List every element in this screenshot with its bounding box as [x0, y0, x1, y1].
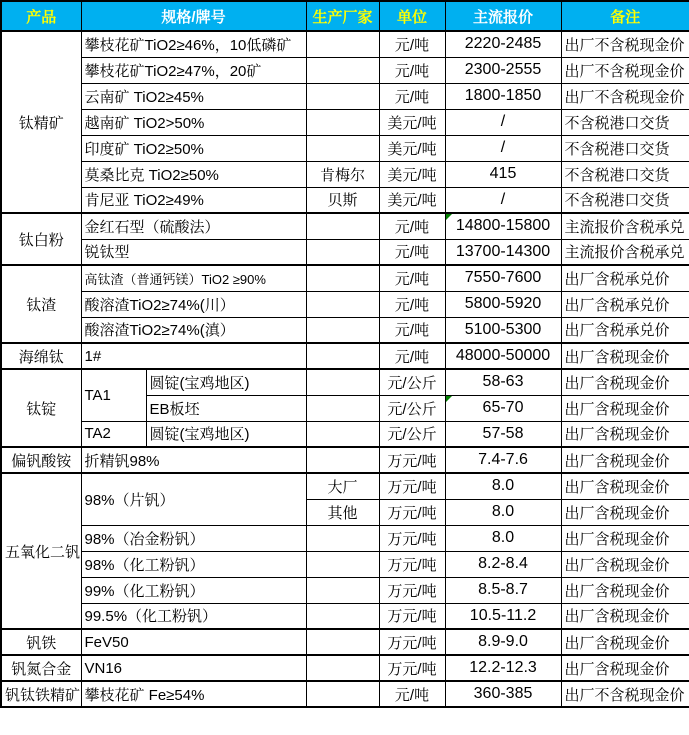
spec-cell: 锐钛型 [81, 239, 306, 265]
note-cell: 出厂含税承兑价 [561, 265, 689, 291]
price-cell: 48000-50000 [445, 343, 561, 369]
spec-cell: 攀枝花矿TiO2≥46%，10低磷矿 [81, 31, 306, 57]
product-cell: 钛精矿 [1, 31, 81, 213]
table-row [1, 265, 689, 291]
price-cell [445, 395, 561, 421]
header-maker: 生产厂家 [306, 1, 379, 31]
spec-cell: 高钛渣（普通钙镁）TiO2 ≥90% [81, 265, 306, 291]
unit-cell: 元/公斤 [379, 395, 445, 421]
price-cell: 58-63 [445, 369, 561, 395]
spec-cell: 印度矿 TiO2≥50% [81, 135, 306, 161]
note-cell: 主流报价含税承兑 [561, 213, 689, 239]
unit-cell: 元/吨 [379, 265, 445, 291]
error-indicator-icon [446, 396, 452, 402]
product-cell: 钒铁 [1, 629, 81, 655]
unit-cell: 元/公斤 [379, 421, 445, 447]
unit-cell: 元/公斤 [379, 369, 445, 395]
note-cell: 出厂含税现金价 [561, 629, 689, 655]
price-cell: 2220-2485 [445, 31, 561, 57]
price-cell: 8.2-8.4 [445, 551, 561, 577]
note-cell: 不含税港口交货 [561, 109, 689, 135]
note-cell: 主流报价含税承兑 [561, 239, 689, 265]
table-row [1, 57, 689, 83]
unit-cell: 美元/吨 [379, 135, 445, 161]
table-row [1, 603, 689, 629]
unit-cell: 万元/吨 [379, 655, 445, 681]
spec-cell: 云南矿 TiO2≥45% [81, 83, 306, 109]
spec-cell: VN16 [81, 655, 306, 681]
header-spec: 规格/牌号 [81, 1, 306, 31]
maker-cell: 肯梅尔 [306, 161, 379, 187]
note-cell: 出厂含税现金价 [561, 525, 689, 551]
spec-cell: 金红石型（硫酸法） [81, 213, 306, 239]
table-row [1, 213, 689, 239]
table-row [1, 317, 689, 343]
note-cell: 出厂含税现金价 [561, 473, 689, 499]
price-cell: 10.5-11.2 [445, 603, 561, 629]
spec-cell: 越南矿 TiO2>50% [81, 109, 306, 135]
unit-cell: 万元/吨 [379, 629, 445, 655]
maker-cell [306, 317, 379, 343]
unit-cell: 元/吨 [379, 83, 445, 109]
table-row [1, 577, 689, 603]
table-row [1, 161, 689, 187]
table-row [1, 655, 689, 681]
maker-cell [306, 577, 379, 603]
unit-cell: 美元/吨 [379, 109, 445, 135]
price-cell: 12.2-12.3 [445, 655, 561, 681]
maker-cell [306, 421, 379, 447]
note-cell: 出厂含税现金价 [561, 603, 689, 629]
maker-cell [306, 447, 379, 473]
spec-cell: 99%（化工粉钒） [81, 577, 306, 603]
maker-cell [306, 239, 379, 265]
table-row [1, 31, 689, 57]
note-cell: 出厂含税现金价 [561, 369, 689, 395]
product-cell: 海绵钛 [1, 343, 81, 369]
price-cell: 415 [445, 161, 561, 187]
unit-cell: 元/吨 [379, 291, 445, 317]
spec-cell: 攀枝花矿TiO2≥47%，20矿 [81, 57, 306, 83]
price-cell: / [445, 109, 561, 135]
note-cell: 出厂不含税现金价 [561, 83, 689, 109]
table-row [1, 239, 689, 265]
price-cell: 360-385 [445, 681, 561, 707]
header-note: 备注 [561, 1, 689, 31]
product-cell: 钒钛铁精矿 [1, 681, 81, 707]
product-cell: 钒氮合金 [1, 655, 81, 681]
note-cell: 出厂含税承兑价 [561, 317, 689, 343]
unit-cell: 万元/吨 [379, 473, 445, 499]
unit-cell: 元/吨 [379, 213, 445, 239]
unit-cell: 元/吨 [379, 239, 445, 265]
maker-cell [306, 291, 379, 317]
spec-cell: 98%（冶金粉钒） [81, 525, 306, 551]
maker-cell [306, 525, 379, 551]
maker-cell [306, 681, 379, 707]
maker-cell [306, 369, 379, 395]
unit-cell: 元/吨 [379, 317, 445, 343]
table-row [1, 291, 689, 317]
unit-cell: 美元/吨 [379, 187, 445, 213]
note-cell: 出厂含税现金价 [561, 343, 689, 369]
unit-cell: 元/吨 [379, 343, 445, 369]
unit-cell: 元/吨 [379, 31, 445, 57]
maker-cell [306, 57, 379, 83]
spec-cell: 99.5%（化工粉钒） [81, 603, 306, 629]
note-cell: 出厂含税现金价 [561, 421, 689, 447]
product-cell: 偏钒酸铵 [1, 447, 81, 473]
maker-cell [306, 31, 379, 57]
grade-cell: TA1 [81, 369, 146, 421]
table-row [1, 135, 689, 161]
note-cell: 出厂含税现金价 [561, 447, 689, 473]
note-cell: 出厂含税承兑价 [561, 291, 689, 317]
price-cell: 7550-7600 [445, 265, 561, 291]
spec-cell: 98%（片钒） [81, 473, 306, 525]
form-cell: EB板坯 [146, 395, 306, 421]
note-cell: 出厂含税现金价 [561, 395, 689, 421]
header-product: 产品 [1, 1, 81, 31]
table-row [1, 109, 689, 135]
header-price: 主流报价 [445, 1, 561, 31]
note-cell: 不含税港口交货 [561, 135, 689, 161]
price-cell: 8.5-8.7 [445, 577, 561, 603]
maker-cell [306, 551, 379, 577]
price-cell: 57-58 [445, 421, 561, 447]
table-row [1, 421, 689, 447]
table-row [1, 681, 689, 707]
spec-cell: 酸溶渣TiO2≥74%(川） [81, 291, 306, 317]
product-cell: 钛白粉 [1, 213, 81, 265]
table-row [1, 369, 689, 395]
price-cell: 8.9-9.0 [445, 629, 561, 655]
table-row [1, 187, 689, 213]
maker-cell [306, 109, 379, 135]
spec-cell: 肯尼亚 TiO2≥49% [81, 187, 306, 213]
maker-cell [306, 603, 379, 629]
spec-cell: 攀枝花矿 Fe≥54% [81, 681, 306, 707]
unit-cell: 万元/吨 [379, 577, 445, 603]
unit-cell: 万元/吨 [379, 525, 445, 551]
form-cell: 圆锭(宝鸡地区) [146, 369, 306, 395]
table-row [1, 83, 689, 109]
maker-cell [306, 213, 379, 239]
note-cell: 出厂含税现金价 [561, 499, 689, 525]
price-cell: 2300-2555 [445, 57, 561, 83]
maker-cell [306, 343, 379, 369]
price-cell: 8.0 [445, 525, 561, 551]
maker-cell [306, 265, 379, 291]
price-cell: / [445, 135, 561, 161]
grade-cell: TA2 [81, 421, 146, 447]
product-cell: 钛渣 [1, 265, 81, 343]
unit-cell: 万元/吨 [379, 499, 445, 525]
note-cell: 出厂含税现金价 [561, 551, 689, 577]
price-cell: 1800-1850 [445, 83, 561, 109]
product-cell: 五氧化二钒 [1, 473, 81, 629]
unit-cell: 元/吨 [379, 681, 445, 707]
price-cell: / [445, 187, 561, 213]
spec-cell: 酸溶渣TiO2≥74%(滇） [81, 317, 306, 343]
spec-cell: 莫桑比克 TiO2≥50% [81, 161, 306, 187]
maker-cell [306, 83, 379, 109]
maker-cell [306, 395, 379, 421]
price-cell: 8.0 [445, 473, 561, 499]
maker-cell: 大厂 [306, 473, 379, 499]
note-cell: 出厂含税现金价 [561, 577, 689, 603]
table-row [1, 343, 689, 369]
unit-cell: 元/吨 [379, 57, 445, 83]
maker-cell: 其他 [306, 499, 379, 525]
price-cell: 7.4-7.6 [445, 447, 561, 473]
unit-cell: 万元/吨 [379, 603, 445, 629]
maker-cell: 贝斯 [306, 187, 379, 213]
header-row [1, 1, 689, 31]
price-value: 65-70 [482, 399, 524, 416]
unit-cell: 美元/吨 [379, 161, 445, 187]
spec-cell: FeV50 [81, 629, 306, 655]
maker-cell [306, 655, 379, 681]
form-cell: 圆锭(宝鸡地区) [146, 421, 306, 447]
note-cell: 出厂不含税现金价 [561, 57, 689, 83]
price-cell: 5100-5300 [445, 317, 561, 343]
header-unit: 单位 [379, 1, 445, 31]
unit-cell: 万元/吨 [379, 551, 445, 577]
spec-cell: 折精钒98% [81, 447, 306, 473]
note-cell: 出厂含税现金价 [561, 655, 689, 681]
price-cell: 8.0 [445, 499, 561, 525]
price-cell [445, 213, 561, 239]
maker-cell [306, 135, 379, 161]
unit-cell: 万元/吨 [379, 447, 445, 473]
price-value: 14800-15800 [455, 217, 551, 235]
product-cell: 钛锭 [1, 369, 81, 447]
spec-cell: 1# [81, 343, 306, 369]
table-row [1, 447, 689, 473]
table-row [1, 551, 689, 577]
table-row [1, 629, 689, 655]
note-cell: 不含税港口交货 [561, 161, 689, 187]
price-cell: 5800-5920 [445, 291, 561, 317]
spec-cell: 98%（化工粉钒） [81, 551, 306, 577]
note-cell: 出厂不含税现金价 [561, 31, 689, 57]
error-indicator-icon [446, 214, 452, 220]
table-row [1, 525, 689, 551]
note-cell: 出厂不含税现金价 [561, 681, 689, 707]
table-row [1, 473, 689, 499]
price-cell: 13700-14300 [445, 239, 561, 265]
note-cell: 不含税港口交货 [561, 187, 689, 213]
maker-cell [306, 629, 379, 655]
